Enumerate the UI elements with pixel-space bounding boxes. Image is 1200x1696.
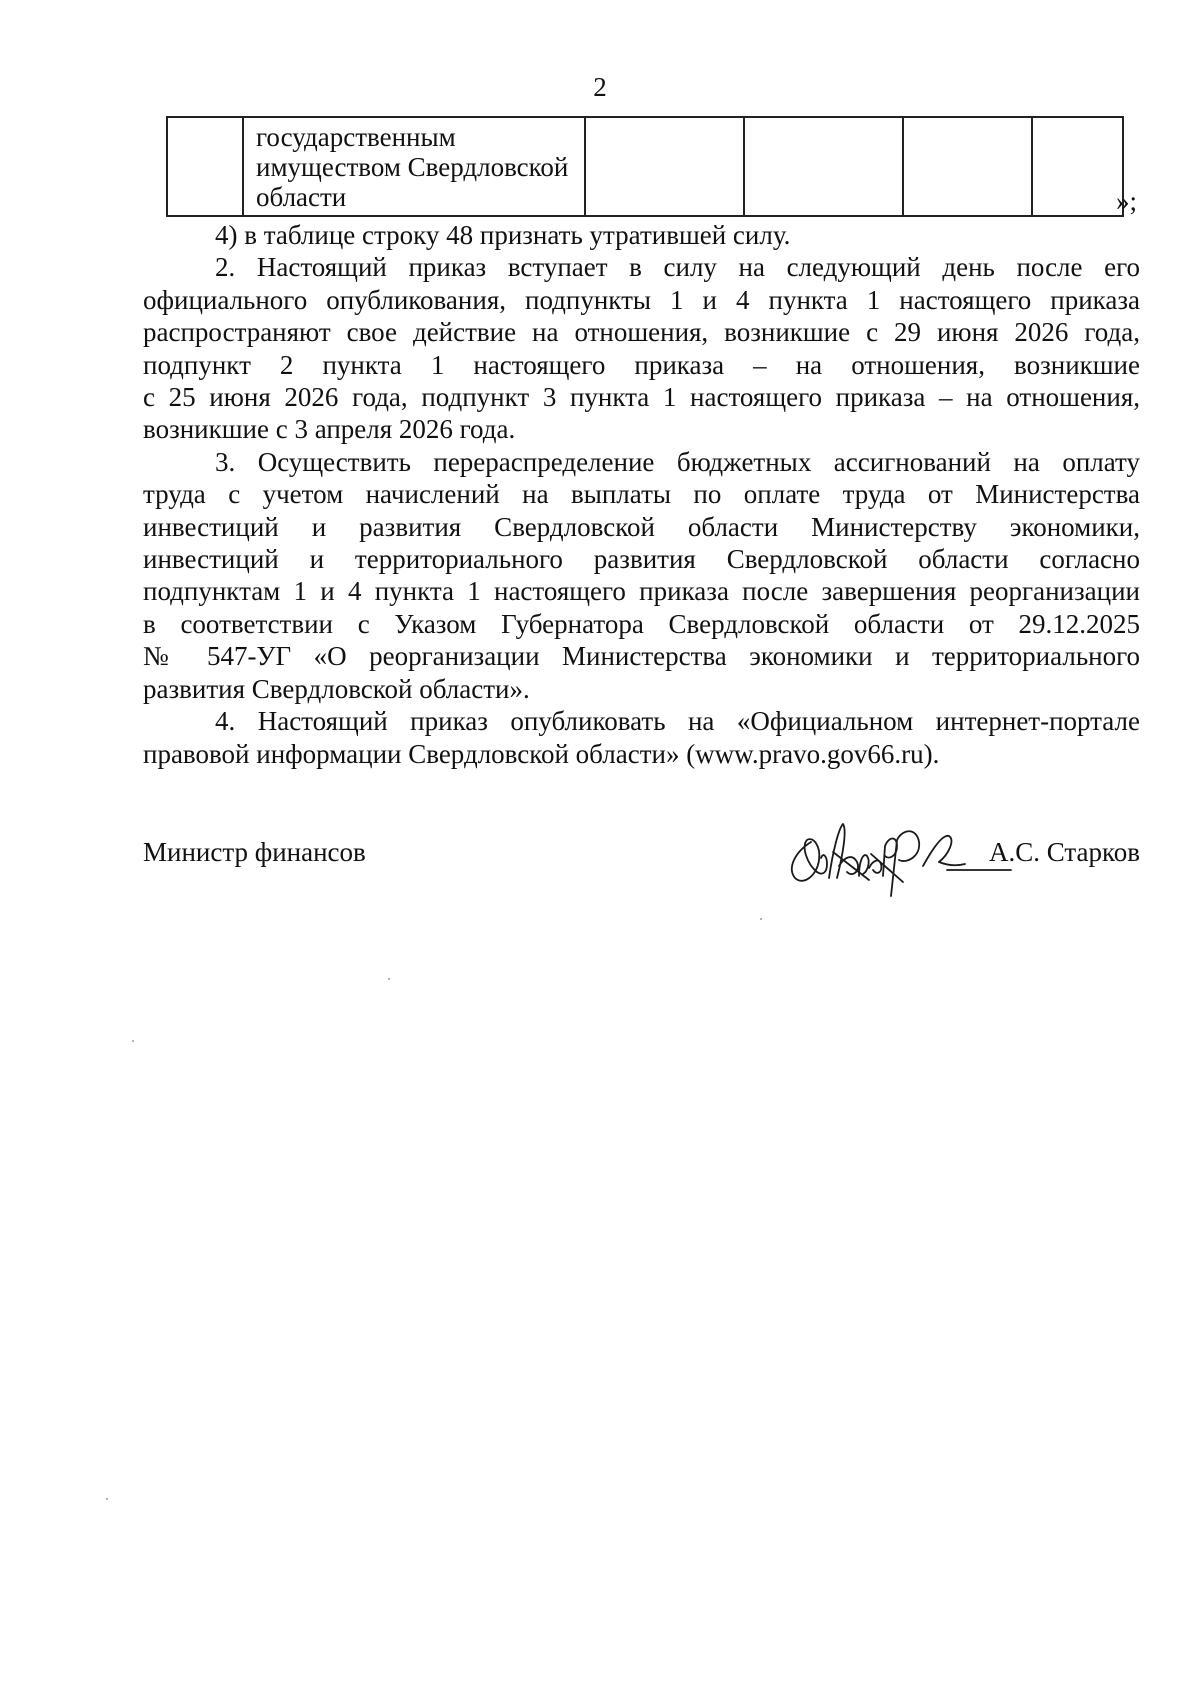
text-line: подпункт 2 пункта 1 настоящего приказа – на отношения, возникшие (143, 349, 1140, 380)
table-cell-line: государственным (256, 122, 456, 152)
text-line: 3. Осуществить перераспределение бюджетных ассигнований на оплату (215, 446, 1140, 477)
paragraph-item-4 (143, 219, 1140, 251)
text-line: 4) в таблице строку 48 признать утратившей силу. (215, 220, 791, 250)
text-line: распространяют свое действие на отношения, возникшие с 29 июня 2026 года, (143, 317, 1140, 348)
table-cell-line: имуществом Свердловской (256, 152, 569, 182)
text-line: 4. Настоящий приказ опубликовать на «Официальном интернет-портале (215, 706, 1140, 737)
text-line: подпунктам 1 и 4 пункта 1 настоящего приказа после завершения реорганизации (143, 576, 1140, 607)
table-cell-empty (903, 117, 1032, 216)
text-line: в соответствии с Указом Губернатора Свердловской области от 29.12.2025 (143, 608, 1140, 639)
paragraph-4 (143, 705, 1140, 770)
text-line: № 547-УГ «О реорганизации Министерства экономики и территориального (143, 641, 1140, 672)
table-row (167, 117, 1123, 216)
signature-block (143, 836, 1140, 896)
text-line: труда с учетом начислений на выплаты по оплате труда от Министерства (143, 479, 1140, 510)
order-body-text (143, 219, 1140, 770)
table-cell-number (167, 117, 243, 216)
signer-position: Министр финансов (143, 837, 366, 867)
continuation-table (166, 116, 1124, 217)
handwritten-signature (773, 806, 1013, 902)
table-cell-empty (585, 117, 744, 216)
text-line: с 25 июня 2026 года, подпункт 3 пункта 1 настоящего приказа – на отношения, (143, 382, 1140, 413)
closing-quote-mark: »; (1116, 186, 1138, 216)
table-cell-name (243, 117, 585, 216)
text-line: официального опубликования, подпункты 1 и 4 пункта 1 настоящего приказа (143, 284, 1140, 315)
scan-speck (132, 1040, 134, 1042)
scan-speck (388, 978, 390, 980)
table-cell-empty (744, 117, 903, 216)
paragraph-3 (143, 446, 1140, 705)
text-line: инвестиций и развития Свердловской области Министерству экономики, (143, 511, 1140, 542)
signer-name: А.С. Старков (988, 837, 1140, 867)
table-cell-line: области (256, 182, 347, 212)
text-line: правовой информации Свердловской области» (www.pravo.gov66.ru). (143, 738, 940, 769)
page-number: 2 (593, 72, 607, 102)
text-line: 2. Настоящий приказ вступает в силу на следующий день после его (215, 252, 1140, 283)
scan-speck (106, 1498, 108, 1500)
scan-speck (760, 918, 762, 920)
text-line: инвестиций и территориального развития Свердловской области согласно (143, 544, 1140, 575)
paragraph-2 (143, 251, 1140, 445)
text-line: возникшие с 3 апреля 2026 года. (143, 414, 516, 445)
table-cell-empty (1032, 117, 1123, 216)
text-line: развития Свердловской области». (143, 673, 530, 704)
